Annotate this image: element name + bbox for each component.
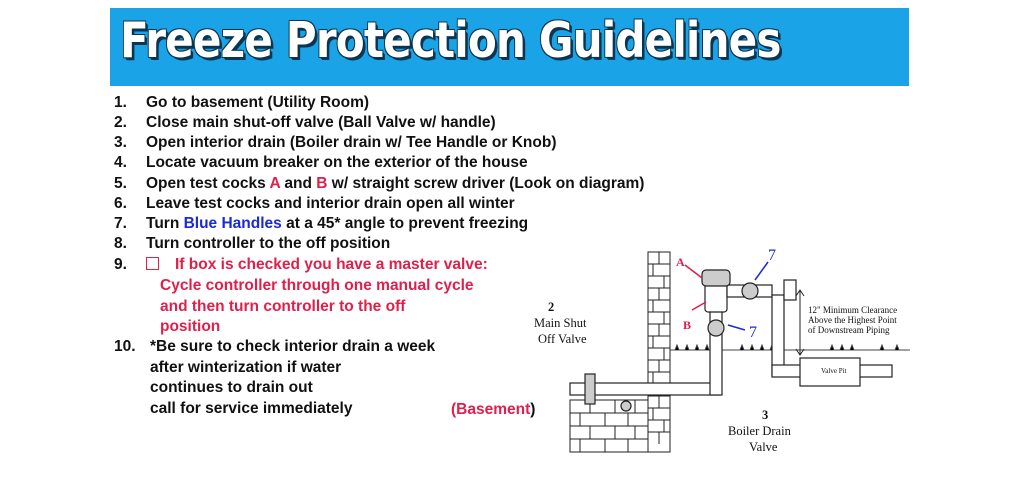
- clearance-label: Above the Highest Point: [808, 315, 897, 325]
- title-banner: [110, 8, 909, 86]
- step-text-line: Cycle controller through one manual cycle: [160, 277, 474, 294]
- step-number: 6.: [114, 195, 127, 212]
- main-shut-label: Off Valve: [538, 332, 587, 346]
- blue-handles-label: Blue Handles: [183, 215, 282, 232]
- brick-wall: [570, 252, 670, 452]
- step-text-part: Turn: [146, 215, 184, 232]
- step-number: 8.: [114, 235, 127, 252]
- basement-paren: (: [451, 401, 457, 418]
- step-text-line: *Be sure to check interior drain a week: [150, 338, 436, 355]
- step-number: 7.: [114, 215, 127, 232]
- boiler-drain-label: Valve: [749, 440, 778, 454]
- step-number: 2.: [114, 114, 127, 131]
- step-number: 1.: [114, 94, 127, 111]
- basement-word: Basement: [456, 401, 531, 418]
- step-number: 10.: [114, 338, 136, 355]
- valve-pit-label: Valve Pit: [821, 367, 847, 375]
- label-a: A: [676, 255, 685, 269]
- clearance-label: of Downstream Piping: [808, 325, 890, 335]
- step-text: Locate vacuum breaker on the exterior of the house: [146, 154, 528, 171]
- basement-paren: ): [530, 401, 536, 418]
- test-cock-a-label: A: [269, 175, 281, 192]
- step-text-part: at a 45* angle to prevent freezing: [281, 215, 529, 232]
- boiler-drain-label: Boiler Drain: [728, 424, 791, 438]
- page-title: Freeze Protection Guidelines: [120, 12, 781, 69]
- step-number: 4.: [114, 154, 127, 171]
- step-text-line: call for service immediately: [150, 400, 353, 417]
- step-text: Leave test cocks and interior drain open all winter: [146, 195, 515, 212]
- main-shut-num: 2: [548, 300, 555, 314]
- step-text: Open interior drain (Boiler drain w/ Tee Handle or Knob): [146, 134, 557, 151]
- step-text-line: and then turn controller to the off: [160, 298, 406, 315]
- step-text-part: Open test cocks: [146, 175, 270, 192]
- test-cock-b-label: B: [316, 175, 328, 192]
- step-text: Go to basement (Utility Room): [146, 94, 370, 111]
- backflow-diagram: [440, 240, 920, 487]
- step-number: 3.: [114, 134, 127, 151]
- label-b: B: [683, 318, 692, 332]
- step-text-line: continues to drain out: [150, 379, 313, 396]
- step-text-line: position: [160, 318, 221, 335]
- clearance-arrow: [796, 290, 804, 355]
- step-number: 9.: [114, 256, 127, 273]
- label-7-bottom: 7: [749, 324, 757, 341]
- step-text-line: If box is checked you have a master valve:: [175, 256, 488, 273]
- label-7-top: 7: [768, 247, 776, 264]
- step-text: Turn controller to the off position: [146, 235, 391, 252]
- step-number: 5.: [114, 175, 127, 192]
- step-text-line: after winterization if water: [150, 359, 342, 376]
- step-text: Close main shut-off valve (Ball Valve w/ handle): [146, 114, 496, 131]
- step-text: [146, 256, 488, 274]
- master-valve-checkbox[interactable]: [146, 257, 159, 270]
- ground-line: [670, 345, 910, 350]
- step-text: [146, 175, 644, 193]
- piping: [570, 280, 892, 395]
- clearance-label: 12" Minimum Clearance: [808, 305, 898, 315]
- step-text-part: and: [280, 175, 317, 192]
- main-shut-label: Main Shut: [534, 316, 587, 330]
- boiler-drain-num: 3: [762, 408, 769, 422]
- step-text-part: w/ straight screw driver (Look on diagram): [327, 175, 645, 192]
- step-text: [146, 215, 528, 233]
